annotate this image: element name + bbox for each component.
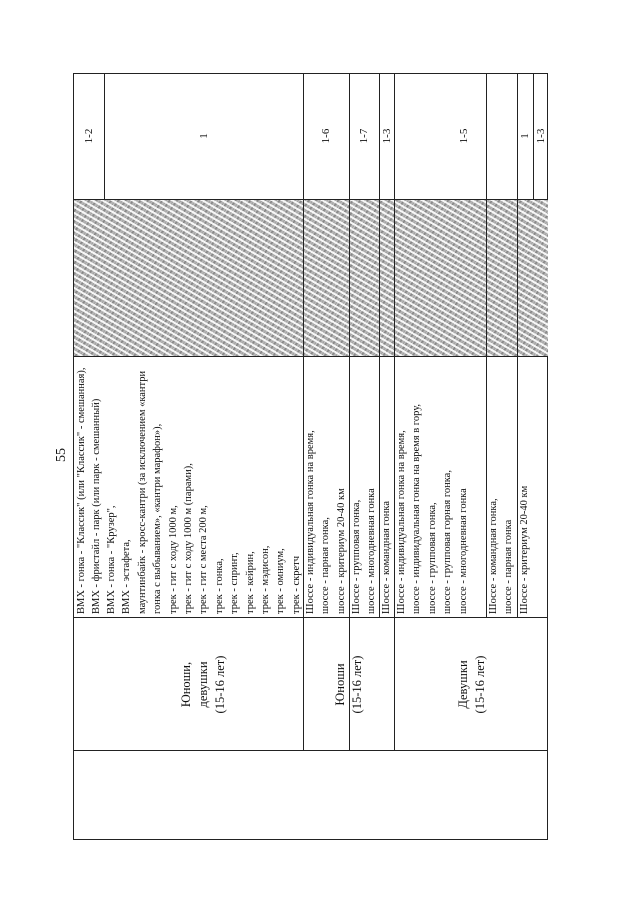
event-line: трек - спринт,: [229, 552, 241, 614]
event-line: гонка с выбыванием», «кантри марафон»),: [152, 423, 164, 614]
event-line: ВМХ - фристайл - парк (или парк - смешанный): [91, 398, 103, 614]
event-line: трек - скретч: [290, 555, 302, 614]
event-line: шоссе - индивидуальная гонка на время в гору,: [411, 403, 423, 614]
group-label: Юноши, девушки (15-16 лет): [179, 655, 227, 714]
event-line: ВМХ - гонка - "Крузер",: [106, 505, 117, 614]
event-line: ВМХ - эстафета,: [121, 539, 133, 614]
event-line: трек - гонка,: [213, 558, 225, 614]
column-divider: [74, 617, 548, 618]
competition-table: [73, 73, 548, 840]
event-line: Шоссе - групповая гонка,: [351, 499, 362, 614]
event-line: Шоссе - индивидуальная гонка на время,: [305, 430, 316, 614]
hatched-column: [74, 200, 548, 356]
event-cell: [486, 357, 517, 617]
event-line: маунтинбайк - кросс-кантри (за исключением «кантри: [136, 370, 148, 614]
event-line: трек - мэдисон,: [260, 545, 272, 614]
event-line: Шоссе - командная гонка: [381, 500, 392, 614]
event-cell: [74, 357, 104, 617]
event-line: шоссе - парная гонка,: [320, 517, 332, 614]
group-cell-youth-mixed: [104, 619, 303, 750]
group-label: Юноши (15-16 лет): [332, 655, 364, 714]
event-line: трек - омниум,: [275, 548, 287, 614]
age-cell: 1-2: [83, 128, 95, 144]
event-cell: [379, 357, 394, 617]
age-cell: 1-7: [358, 128, 370, 144]
event-line: трек - гит с места 200 м,: [198, 505, 210, 614]
age-cell: 1: [519, 133, 531, 139]
event-line: трек - кейрин,: [244, 551, 256, 614]
event-cell: [303, 357, 349, 617]
event-line: Шоссе - командная гонка,: [488, 498, 499, 614]
group-label: Девушки (15-16 лет): [455, 655, 487, 714]
age-cell: 1: [197, 133, 210, 139]
age-cell: 1-3: [535, 128, 547, 144]
event-line: шоссе - групповая гонка,: [426, 502, 438, 614]
group-cell-boys: [303, 619, 394, 750]
event-cell: [349, 357, 379, 617]
table-wrapper: [73, 73, 548, 840]
event-line: шоссе - многодневная гонка: [366, 488, 378, 614]
event-cell: [104, 357, 303, 617]
event-line: шоссе - критериум 20-40 км: [335, 488, 347, 614]
event-line: Шоссе - критериум 20-40 км: [519, 485, 530, 614]
event-cell: [394, 357, 486, 617]
age-cell: 1-5: [457, 128, 470, 144]
event-line: шоссе - парная гонка: [503, 519, 515, 614]
age-cell: 1-3: [380, 128, 393, 144]
page-number: 55: [54, 448, 69, 462]
age-cell: 1-6: [320, 128, 332, 144]
event-line: Шоссе - индивидуальная гонка на время,: [396, 430, 407, 614]
event-line: шоссе - многодневная гонка: [457, 488, 469, 614]
event-line: ВМХ - гонка - "Классик" (или "Классик" - смешанная),: [76, 367, 87, 614]
event-line: шоссе - групповая горная гонка,: [442, 470, 454, 614]
event-line: трек - гит с ходу 1000 м (парами),: [183, 463, 195, 614]
group-cell-girls: [394, 619, 548, 750]
event-line: трек - гит с ходу 1000 м,: [167, 505, 179, 614]
event-cell: [517, 357, 548, 617]
column-divider: [74, 750, 548, 751]
